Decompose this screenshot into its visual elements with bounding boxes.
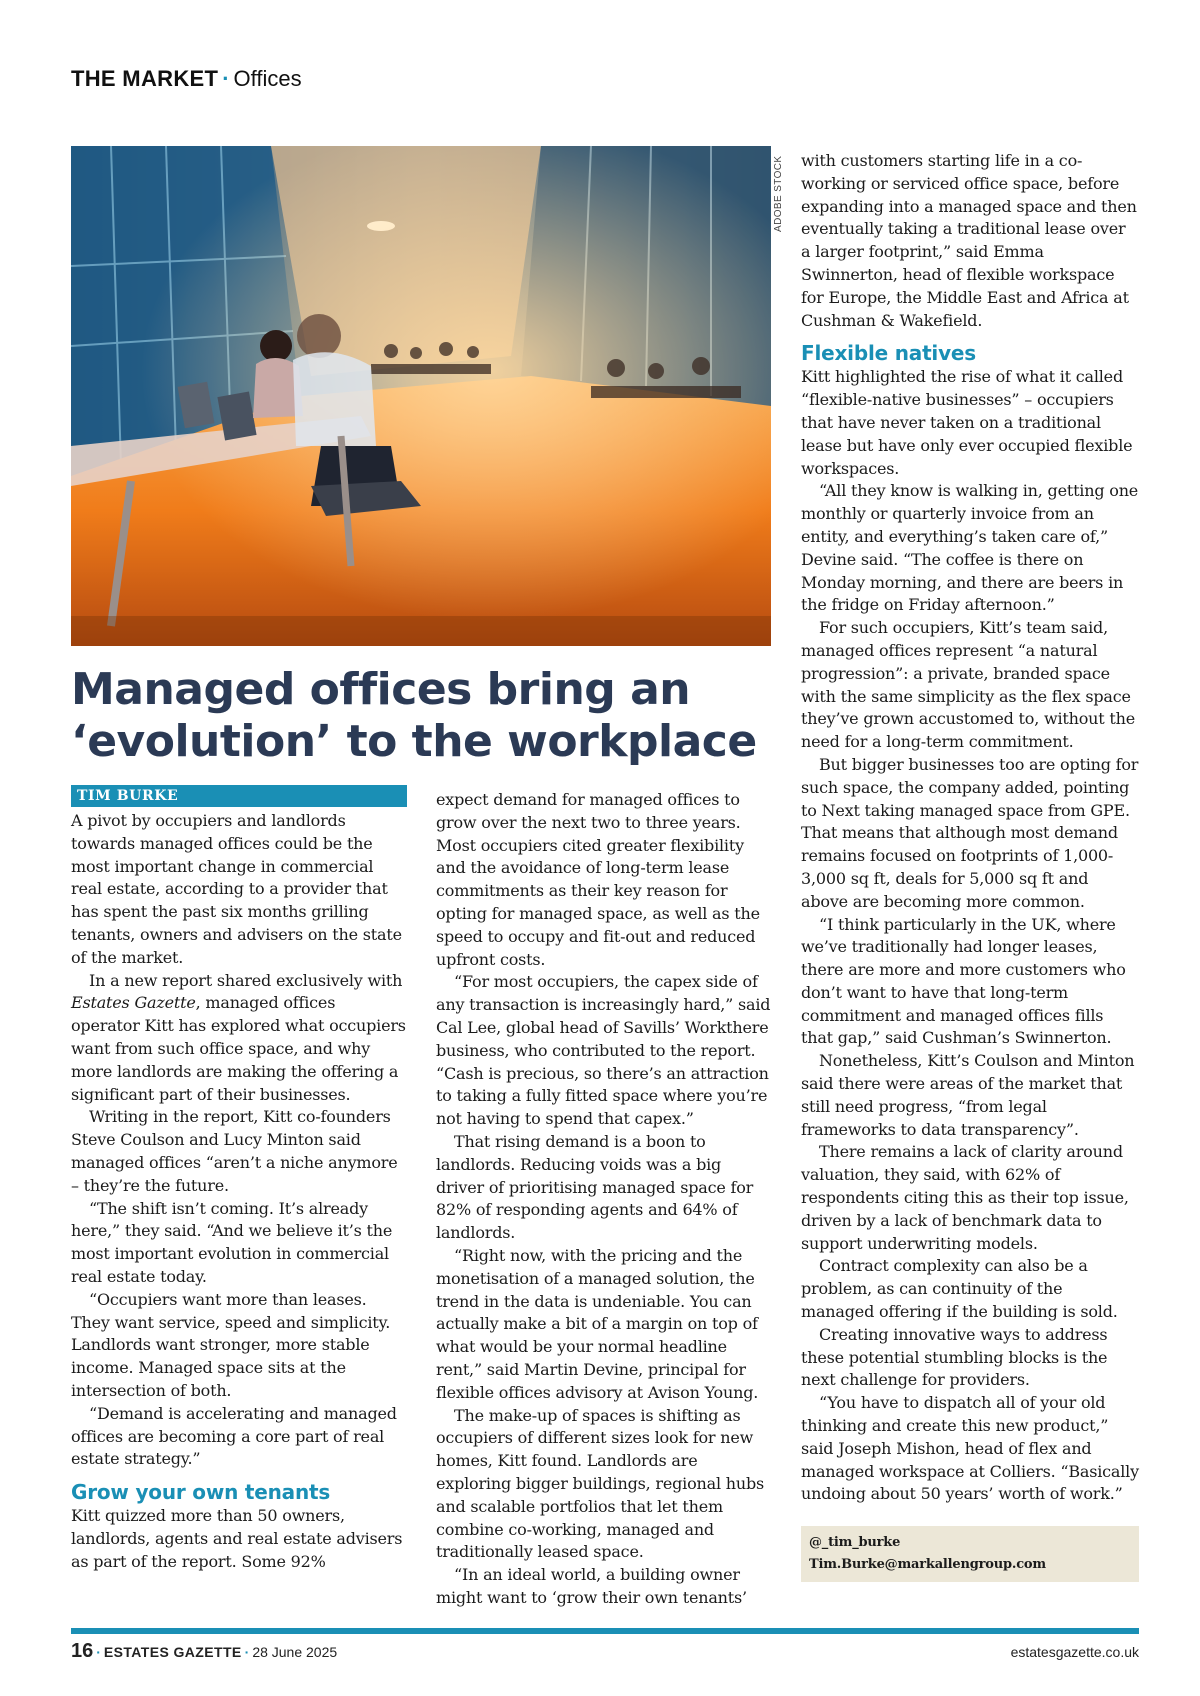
paragraph: “Demand is accelerating and managed offices are becoming a core part of real estate strategy.” — [71, 1403, 397, 1469]
publication-name: ESTATES GAZETTE — [103, 1644, 242, 1660]
subheading: Grow your own tenants — [71, 1480, 331, 1505]
paragraph: Writing in the report, Kitt co-founders Steve Coulson and Lucy Minton said managed offices “aren’t a niche anymore – they’re the future. — [71, 1107, 398, 1195]
paragraph: “For most occupiers, the capex side of any transaction is increasingly hard,” said Cal Lee, global head of Savills’ Workthere business, who contributed to the report. “Cash is precious, so there’s an attraction to taking a fully fitted space where you’re not having to spend that capex.” — [436, 972, 771, 1129]
paragraph: “You have to dispatch all of your old thinking and create this new product,” said Joseph Mishon, head of flex and managed workspace at Colliers. “Basically undoing about 50 years’ worth of work.” — [801, 1393, 1139, 1504]
paragraph: Kitt highlighted the rise of what it called “flexible-native businesses” – occupiers that have never taken on a traditional lease but have only ever occupied flexible workspaces. — [801, 367, 1133, 478]
paragraph: But bigger businesses too are opting for such space, the company added, pointing to Next taking managed space from GPE. That means that although most demand remains focused on footprints of 1,000-3,000 sq ft, deals for 5,000 sq ft and above are becoming more common. — [801, 754, 1139, 911]
issue-date: 28 June 2025 — [252, 1644, 338, 1660]
paragraph: A pivot by occupiers and landlords towards managed offices could be the most important change in commercial real estate, according to a provider that has spent the past six months grilling tenants, owners and advisers on the state of the market. — [71, 811, 402, 967]
office-scene-illustration — [71, 146, 771, 646]
article-column-3 — [801, 150, 1139, 1582]
paragraph: expect demand for managed offices to grow over the next two to three years. Most occupiers cited greater flexibility and the avoidance of long-term lease commitments as their key reason for opting for managed space, as well as the speed to occupy and fit-out and reduced upfront costs. — [436, 790, 760, 969]
section-header — [71, 66, 302, 92]
paragraph: The make-up of spaces is shifting as occupiers of different sizes look for new homes, Kitt found. Landlords are exploring bigger buildings, regional hubs and scalable portfolios that let them combine co-working, managed and traditionally leased space. — [436, 1405, 765, 1562]
subheading: Flexible natives — [801, 341, 976, 366]
article-column-1 — [71, 785, 407, 1574]
separator-dot: · — [96, 1644, 101, 1660]
paragraph: with customers starting life in a co-working or serviced office space, before expanding into a managed space and then eventually taking a traditional lease over a larger footprint,” said Emma Swinnerton, head of flexible workspace for Europe, the Middle East and Africa at Cushman & Wakefield. — [801, 151, 1137, 330]
author-social-handle[interactable]: @_tim_burke — [809, 1535, 901, 1551]
author-contact-box — [801, 1526, 1139, 1582]
footer-folio — [71, 1640, 337, 1663]
subsection-label: Offices — [233, 66, 302, 91]
paragraph: Kitt quizzed more than 50 owners, landlords, agents and real estate advisers as part of the report. Some 92% — [71, 1506, 403, 1571]
paragraph: “All they know is walking in, getting one monthly or quarterly invoice from an entity, and everything’s taken care of,” Devine said. “The coffee is there on Monday morning, and there are beers in the fridge on Friday afternoon.” — [801, 481, 1139, 615]
paragraph: “The shift isn’t coming. It’s already here,” they said. “And we believe it’s the most important evolution in commercial real estate today. — [71, 1198, 393, 1286]
paragraph: Creating innovative ways to address these potential stumbling blocks is the next challenge for providers. — [801, 1324, 1108, 1390]
footer-rule — [71, 1628, 1139, 1634]
paragraph: Nonetheless, Kitt’s Coulson and Minton said there were areas of the market that still need progress, “from legal frameworks to data transparency”. — [801, 1051, 1135, 1139]
article-headline: Managed offices bring an ‘evolution’ to the workplace — [71, 664, 757, 767]
paragraph: “Occupiers want more than leases. They want service, speed and simplicity. Landlords want stronger, more stable income. Managed space sits at the intersection of both. — [71, 1289, 391, 1400]
paragraph: In a new report shared exclusively with Estates Gazette, managed offices operator Kitt has explored what occupiers want from such office space, and why more landlords are making the offering a significant part of their businesses. — [71, 970, 406, 1104]
separator-dot: · — [222, 66, 230, 91]
photo-credit: ADOBE STOCK — [773, 155, 784, 232]
byline: TIM BURKE — [71, 785, 407, 807]
paragraph: For such occupiers, Kitt’s team said, managed offices represent “a natural progression”: a private, branded space with the same simplicity as the flex space they’ve grown accustomed to, without the need for a long-term commitment. — [801, 618, 1135, 752]
article-photo — [71, 146, 771, 646]
author-email-link[interactable]: Tim.Burke@markallengroup.com — [809, 1557, 1046, 1573]
website-link[interactable]: estatesgazette.co.uk — [1010, 1644, 1139, 1660]
paragraph: That rising demand is a boon to landlords. Reducing voids was a big driver of prioritising managed space for 82% of responding agents and 64% of landlords. — [436, 1131, 754, 1243]
page-number: 16 — [71, 1640, 94, 1662]
paragraph: There remains a lack of clarity around valuation, they said, with 62% of respondents citing this as their top issue, driven by a lack of benchmark data to support underwriting models. — [801, 1142, 1129, 1253]
separator-dot: · — [244, 1644, 250, 1660]
paragraph: Contract complexity can also be a problem, as can continuity of the managed offering if the building is sold. — [801, 1256, 1118, 1322]
section-label: THE MARKET — [71, 66, 219, 91]
paragraph: “Right now, with the pricing and the monetisation of a managed solution, the trend in the data is undeniable. You can actually make a bit of a margin on top of what would be your normal headline rent,” said Martin Devine, principal for flexible offices advisory at Avison Young. — [436, 1245, 759, 1402]
paragraph: “In an ideal world, a building owner might want to ‘grow their own tenants’ — [436, 1565, 747, 1607]
article-column-2 — [436, 789, 772, 1610]
publication-name: Estates Gazette — [71, 993, 196, 1013]
paragraph: “I think particularly in the UK, where we’ve traditionally had longer leases, there are more and more customers who don’t want to have that long-term commitment and managed offices fills that gap,” said Cushman’s Swinnerton. — [801, 914, 1126, 1048]
